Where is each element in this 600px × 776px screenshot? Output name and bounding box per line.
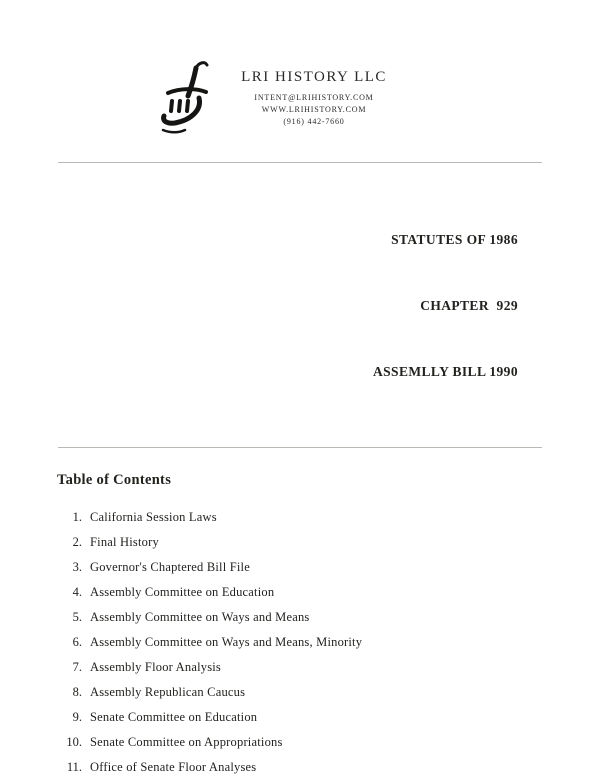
company-email: INTENT@LRIHISTORY.COM — [254, 92, 374, 102]
toc-item-label: California Session Laws — [90, 510, 217, 524]
toc-item-label: Assembly Committee on Education — [90, 585, 275, 599]
toc-item-number: 8. — [72, 685, 82, 699]
toc-item-number: 1. — [72, 510, 82, 524]
letterhead-text — [241, 69, 387, 128]
toc-item-label: Assembly Committee on Ways and Means, Minority — [90, 635, 363, 649]
toc-item-number: 10. — [66, 735, 82, 749]
toc-item-number: 9. — [72, 710, 82, 724]
bill-line: ASSEMLLY BILL 1990 — [372, 364, 518, 379]
toc-item-number: 3. — [72, 560, 82, 574]
chapter-line: CHAPTER 929 — [420, 298, 518, 313]
divider-top — [58, 162, 542, 163]
toc-item-number: 11. — [66, 760, 82, 774]
toc-item-label: Final History — [90, 535, 159, 549]
divider-bottom — [58, 447, 542, 448]
toc-item — [60, 705, 600, 730]
toc-item — [60, 580, 600, 605]
toc-item — [60, 680, 600, 705]
toc-item-number: 6. — [72, 635, 82, 649]
toc-item-label: Assembly Floor Analysis — [90, 660, 221, 674]
toc-item-label: Governor's Chaptered Bill File — [90, 560, 250, 574]
toc-list — [60, 505, 600, 776]
toc-item-label: Assembly Committee on Ways and Means — [90, 610, 310, 624]
toc-item — [60, 605, 600, 630]
toc-item-number: 5. — [72, 610, 82, 624]
toc-item-label: Senate Committee on Appropriations — [90, 735, 283, 749]
toc-item — [60, 755, 600, 776]
document-header — [0, 185, 518, 427]
toc-item — [60, 630, 600, 655]
statutes-line: STATUTES OF 1986 — [391, 232, 518, 247]
company-phone: (916) 442-7660 — [283, 116, 345, 126]
toc-item — [60, 555, 600, 580]
toc-item-number: 2. — [72, 535, 82, 549]
company-name: LRI HISTORY LLC — [241, 68, 387, 85]
lri-logo-icon — [153, 58, 219, 138]
toc-item-number: 7. — [72, 660, 82, 674]
toc-item — [60, 530, 600, 555]
toc-item-label: Assembly Republican Caucus — [90, 685, 246, 699]
toc-item-number: 4. — [72, 585, 82, 599]
toc-item-label: Office of Senate Floor Analyses — [90, 760, 257, 774]
toc-item — [60, 655, 600, 680]
company-website: WWW.LRIHISTORY.COM — [261, 104, 367, 114]
toc-title: Table of Contents — [57, 472, 172, 488]
toc-item-label: Senate Committee on Education — [90, 710, 258, 724]
toc-item — [60, 730, 600, 755]
letterhead — [0, 0, 540, 138]
toc-item — [60, 505, 600, 530]
